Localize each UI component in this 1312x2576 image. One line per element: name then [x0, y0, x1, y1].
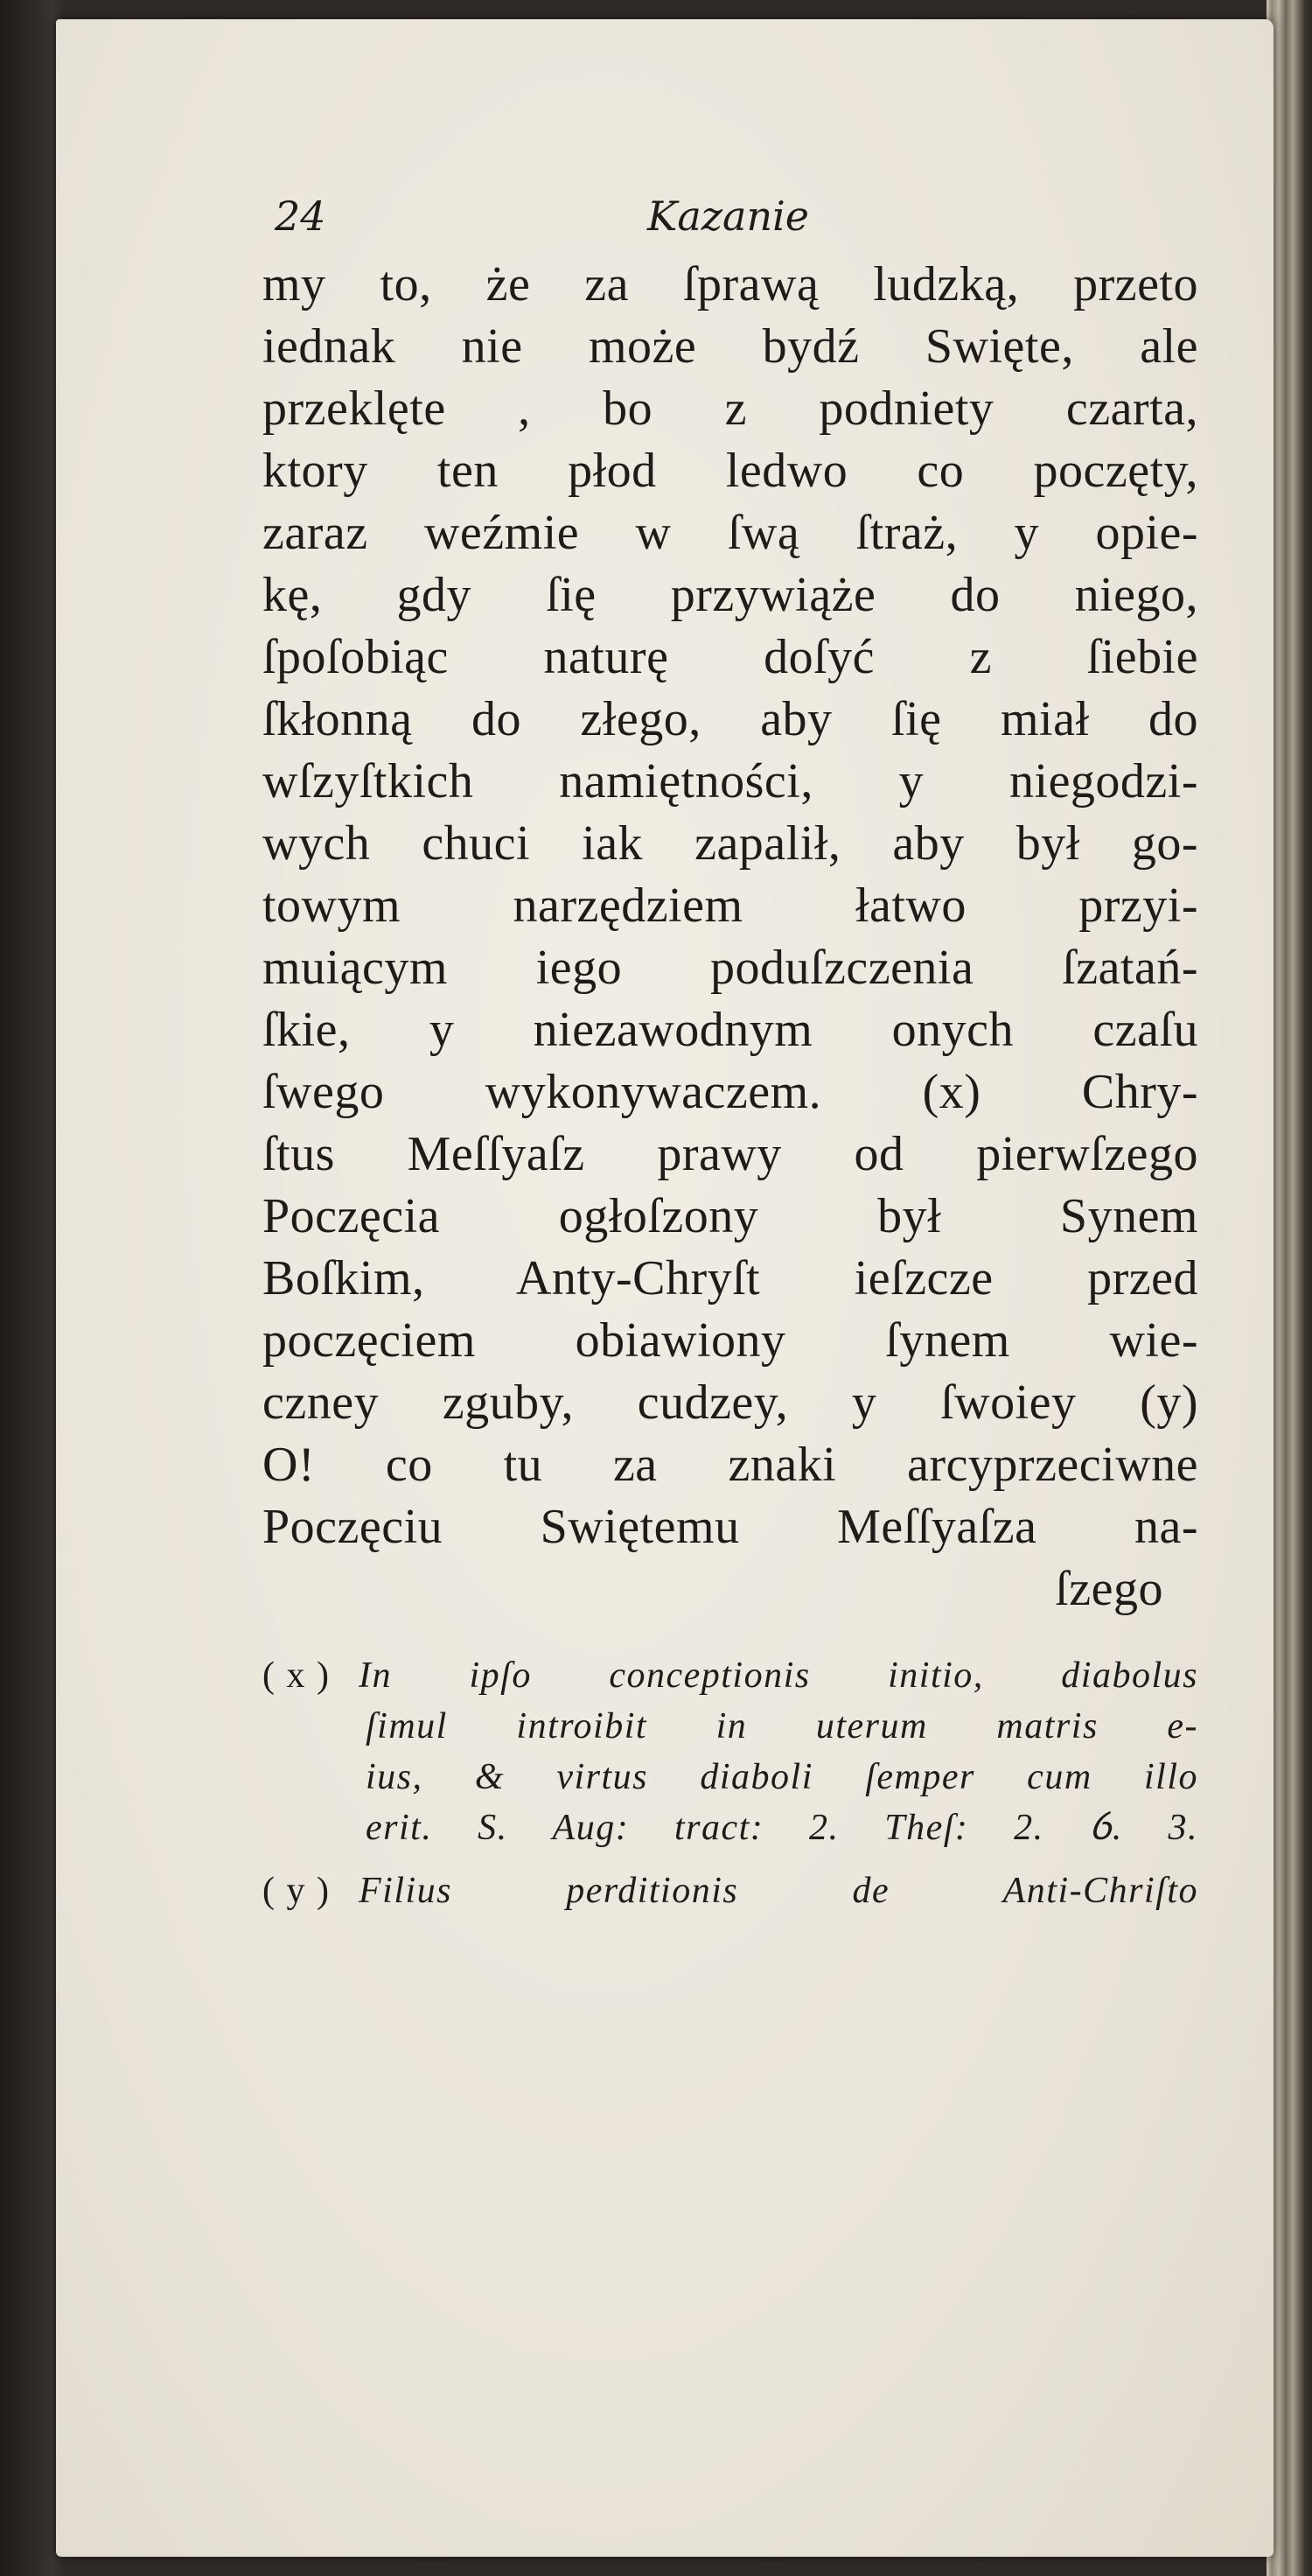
footnotes	[262, 1650, 1198, 1916]
page-text-block	[262, 192, 1198, 1916]
body-line: muiącym iego poduſzczenia ſzatań-	[262, 941, 1198, 995]
page-number: 24	[275, 192, 326, 240]
body-line: towym narzędziem łatwo przyi-	[262, 878, 1198, 933]
footnote-text: In ipſo conceptionis initio, diabolus	[359, 1656, 1198, 1696]
footnote-mark-x: ( x )	[262, 1656, 331, 1696]
footnote-text: Filius perditionis de Anti-Chriſto	[359, 1871, 1198, 1911]
body-line: ſtus Meſſyaſz prawy od pierwſzego	[262, 1127, 1198, 1181]
page-header	[262, 192, 1198, 254]
body-line: Boſkim, Anty-Chryſt ieſzcze przed	[262, 1251, 1198, 1306]
body-line: ſpoſobiąc naturę doſyć z ſiebie	[262, 630, 1198, 684]
footnote-y-line	[262, 1866, 1198, 1916]
body-line: kę, gdy ſię przywiąże do niego,	[262, 568, 1198, 622]
running-title: Kazanie	[647, 192, 810, 240]
body-line: Poczęciu Swiętemu Meſſyaſza na-	[262, 1500, 1198, 1554]
catchword: ſzego	[1055, 1562, 1163, 1616]
body-line: wych chuci iak zapalił, aby był go-	[262, 816, 1198, 871]
body-line: iednak nie może bydź Swięte, ale	[262, 319, 1198, 374]
body-line: Poczęcia ogłoſzony był Synem	[262, 1189, 1198, 1243]
footnote-x-line: ius, & virtus diaboli ſemper cum illo	[366, 1757, 1198, 1797]
footnote-mark-y: ( y )	[262, 1871, 331, 1911]
body-line: zaraz weźmie w ſwą ſtraż, y opie-	[262, 506, 1198, 560]
body-line: przeklęte , bo z podniety czarta,	[262, 382, 1198, 436]
body-line: my to, że za ſprawą ludzką, przeto	[262, 257, 1198, 312]
body-line: ſwego wykonywaczem. (x) Chry-	[262, 1065, 1198, 1119]
body-line: czney zguby, cudzey, y ſwoiey (y)	[262, 1376, 1198, 1430]
body-text	[262, 254, 1198, 1620]
footnote-x-line	[262, 1650, 1198, 1701]
body-line: poczęciem obiawiony ſynem wie-	[262, 1313, 1198, 1368]
footnote-x-line: erit. S. Aug: tract: 2. Theſ: 2. ỽ. 3.	[366, 1808, 1198, 1848]
body-line: wſzyſtkich namiętności, y niegodzi-	[262, 754, 1198, 808]
footnote-x-line: ſimul introibit in uterum matris e-	[366, 1706, 1198, 1746]
body-line: ktory ten płod ledwo co poczęty,	[262, 444, 1198, 498]
body-line: ſkłonną do złego, aby ſię miał do	[262, 692, 1198, 746]
body-line: O! co tu za znaki arcyprzeciwne	[262, 1438, 1198, 1492]
body-line: ſkie, y niezawodnym onych czaſu	[262, 1003, 1198, 1057]
